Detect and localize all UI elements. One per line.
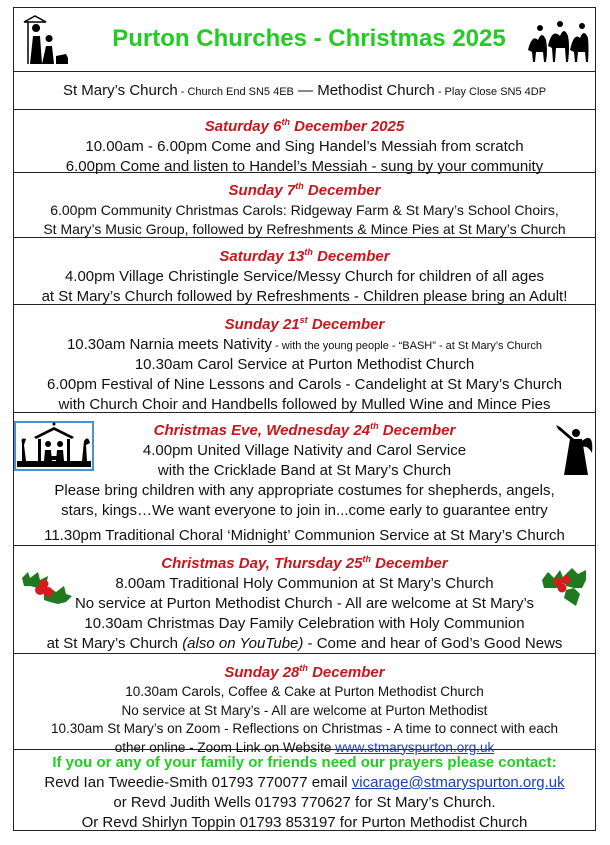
event-line: 8.00am Traditional Holy Communion at St Mary’s Church [115,575,494,592]
event-line: other online - Zoom Link on Website www.stmaryspurton.org.uk [114,739,495,755]
venue-methodist-address: - Play Close SN5 4DP [434,86,547,98]
venue-st-marys-address: - Church End SN5 4EB [177,86,294,98]
contact-section [14,750,595,830]
contact-heading: If you or any of your family or friends need our prayers please contact: [52,754,557,771]
website-link[interactable]: www.stmaryspurton.org.uk [335,739,495,755]
event-christmas-day [14,546,595,654]
event-sun-21 [14,305,595,413]
contact-line: or Revd Judith Wells 01793 770627 for St Mary’s Church. [113,794,496,811]
event-line: 10.30am Carols, Coffee & Cake at Purton Methodist Church [125,684,484,699]
event-line: 6.00pm Festival of Nine Lessons and Carols - Candelight at St Mary’s Church [47,376,562,393]
event-heading: Sunday 21st December [224,315,385,333]
event-line: No service at St Mary’s - All are welcome at Purton Methodist [121,702,488,718]
holly-icon [18,564,74,610]
three-kings-camels-icon [526,20,590,64]
contact-line: Revd Ian Tweedie-Smith 01793 770077 email vicarage@stmaryspurton.org.uk [44,774,565,791]
event-line: 10.00am - 6.00pm Come and Sing Handel’s Messiah from scratch [85,138,524,155]
vicarage-email-link[interactable]: vicarage@stmaryspurton.org.uk [351,774,565,791]
event-line: at St Mary’s Church followed by Refreshments - Children please bring an Adult! [41,288,568,305]
angel-trumpet-icon [554,421,594,479]
event-line: 10.30am St Mary’s on Zoom - Reflections on Christmas - A time to connect with each [51,721,558,736]
event-line: stars, kings…We want everyone to join in...come early to guarantee entry [61,502,548,519]
nativity-stable-icon [14,421,94,471]
event-heading: Christmas Day, Thursday 25th December [161,554,448,572]
nativity-silhouette-icon [22,14,70,66]
venue-methodist: Methodist Church [317,82,435,99]
event-line: 10.30am Christmas Day Family Celebration with Holy Communion [84,615,525,632]
event-line: at St Mary’s Church (also on YouTube) - Come and hear of God’s Good News [46,635,563,652]
event-line: St Mary’s Music Group, followed by Refreshments & Mince Pies at St Mary’s Church [43,221,566,237]
venue-separator: — [293,82,318,99]
event-line: Please bring children with any appropriate costumes for shepherds, angels, [54,482,555,499]
event-sun-28 [14,654,595,755]
event-line: No service at Purton Methodist Church - All are welcome at St Mary’s [74,595,535,612]
event-line: with Church Choir and Handbells followed by Mulled Wine and Mince Pies [58,396,551,413]
flyer [13,7,596,831]
event-sun-7 [14,173,595,238]
event-line: 4.00pm Village Christingle Service/Messy Church for children of all ages [64,268,545,285]
event-sat-13 [14,238,595,305]
header-row [14,8,595,72]
event-heading: Sunday 7th December [228,181,381,199]
page-title: Purton Churches - Christmas 2025 [112,25,506,52]
contact-line: Or Revd Shirlyn Toppin 01793 853197 for Purton Methodist Church [81,814,528,831]
holly-icon [536,558,592,608]
event-line: 6.00pm Community Christmas Carols: Ridgeway Farm & St Mary’s School Choirs, [50,202,559,218]
event-christmas-eve [14,413,595,546]
venues-row [14,72,595,110]
event-heading: Sunday 28th December [224,663,385,681]
event-line: with the Cricklade Band at St Mary’s Church [157,462,452,479]
event-heading: Saturday 6th December 2025 [204,117,405,135]
event-line: 10.30am Carol Service at Purton Methodist Church [134,356,475,373]
event-heading: Saturday 13th December [219,247,390,265]
venue-st-marys: St Mary’s Church [62,82,178,99]
event-line: 6.00pm Come and listen to Handel’s Messiah - sung by your community [65,158,544,175]
event-line: 10.30am Narnia meets Nativity - with the young people - “BASH” - at St Mary’s Church [66,336,543,353]
event-line: 11.30pm Traditional Choral ‘Midnight’ Communion Service at St Mary’s Church [44,527,565,544]
event-heading: Christmas Eve, Wednesday 24th December [153,421,456,439]
event-sat-6 [14,110,595,173]
event-line: 4.00pm United Village Nativity and Carol Service [142,442,467,459]
